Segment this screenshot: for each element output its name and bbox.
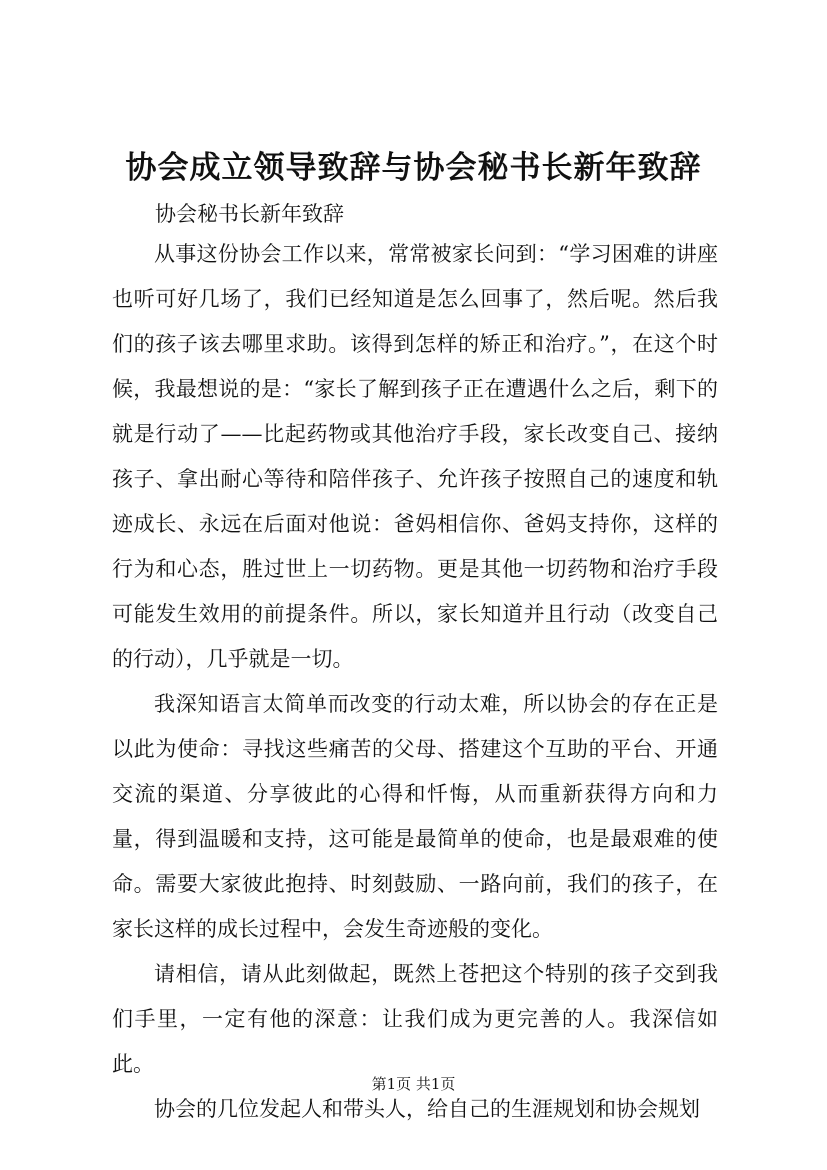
document-title: 协会成立领导致辞与协会秘书长新年致辞	[125, 150, 702, 186]
paragraph-1: 从事这份协会工作以来，常常被家长问到：“学习困难的讲座也听可好几场了，我们已经知道是怎么回事了，然后呢。然后我们的孩子该去哪里求助。该得到怎样的矫正和治疗。”，在这个时候，我最想说的是：“家长了解到孩子正在遭遇什么之后，剩下的就是行动了——比起药物或其他治疗手段，家长改变自己、接纳孩子、拿出耐心等待和陪伴孩子、允许孩子按照自己的速度和轨迹成长、永远在后面对他说：爸妈相信你、爸妈支持你，这样的行为和心态，胜过世上一切药物。更是其他一切药物和治疗手段可能发生效用的前提条件。所以，家长知道并且行动（改变自己的行动），几乎就是一切。	[112, 242, 718, 671]
paragraph-3: 请相信，请从此刻做起，既然上苍把这个特别的孩子交到我们手里，一定有他的深意：让我们成为更完善的人。我深信如此。	[112, 962, 718, 1076]
document-subtitle: 协会秘书长新年致辞	[155, 202, 344, 226]
page-footer: 第1页 共1页	[371, 1075, 456, 1093]
paragraph-2: 我深知语言太简单而改变的行动太难，所以协会的存在正是以此为使命：寻找这些痛苦的父母、搭建这个互助的平台、开通交流的渠道、分享彼此的心得和忏悔，从而重新获得方向和力量，得到温暖和支持，这可能是最简单的使命，也是最艰难的使命。需要大家彼此抱持、时刻鼓励、一路向前，我们的孩子，在家长这样的成长过程中，会发生奇迹般的变化。	[112, 692, 718, 941]
paragraph-4: 协会的几位发起人和带头人，给自己的生涯规划和协会规划	[154, 1097, 700, 1121]
document-body	[112, 232, 718, 1132]
